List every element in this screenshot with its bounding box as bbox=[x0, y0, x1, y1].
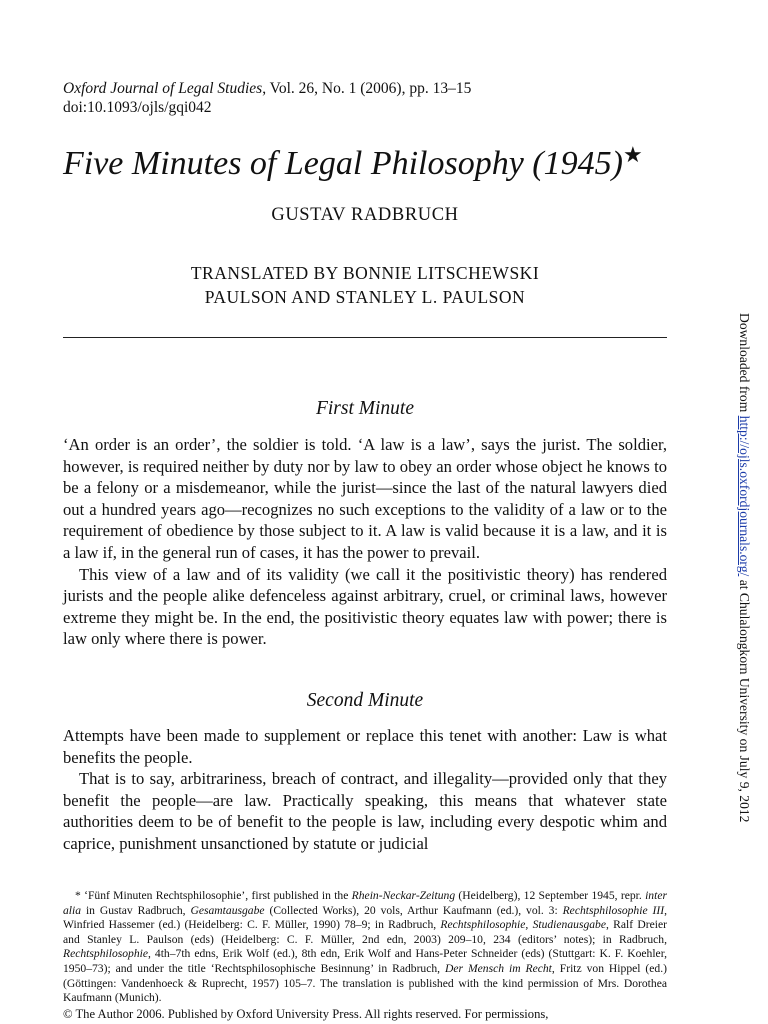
download-watermark bbox=[737, 313, 753, 823]
footnote-italic: Rhein-Neckar-Zeitung bbox=[351, 889, 456, 902]
footnote-segment: in Gustav Radbruch, bbox=[81, 903, 191, 917]
translator-line-1: TRANSLATED BY BONNIE LITSCHEWSKI bbox=[190, 263, 540, 283]
footnote bbox=[63, 889, 667, 1006]
footnote-marker: * bbox=[75, 889, 81, 902]
journal-citation bbox=[63, 79, 471, 117]
footnote-segment: , Ralf Dreier and Stanley L. Paulson (eds) (Heidelberg: C. F. Müller, 2nd edn, 2003) 209–10, 234 (editors’ notes); in Radbruch, bbox=[63, 918, 667, 946]
footnote-segment: (Collected Works), 20 vols, Arthur Kaufmann (ed.), vol. 3: bbox=[264, 903, 563, 917]
footnote-italic: Rechtsphilosophie bbox=[63, 947, 149, 961]
footnote-segment: (Heidelberg), 12 September 1945, repr. bbox=[455, 889, 646, 902]
star-footnote-marker[interactable]: ★ bbox=[622, 142, 643, 167]
footnote-segment: ‘Fünf Minuten Rechtsphilosophie’, first published in the bbox=[80, 889, 352, 902]
footnote-italic: Rechtsphilosophie, Studienausgabe bbox=[440, 918, 606, 932]
footnote-segment: , 4th–7th edns, Erik Wolf (ed.), 8th edn, Erik Wolf and Hans-Peter Schneider (eds) (Stuttgart: K. F. Koehler, 1950–73); and under the title ‘Rechtsphilosophische Besinnung’ in Radbruch, bbox=[63, 947, 667, 975]
journal-name: Oxford Journal of Legal Studies bbox=[63, 80, 263, 97]
section-heading-second-minute: Second Minute bbox=[306, 690, 424, 711]
title-divider bbox=[63, 337, 667, 338]
footnote-italic: Rechtsphilosophie III bbox=[562, 903, 665, 917]
volume-info: , Vol. 26, No. 1 (2006), pp. 13–15 bbox=[262, 80, 472, 97]
download-watermark-text bbox=[736, 313, 752, 822]
watermark-prefix: Downloaded from bbox=[737, 313, 752, 416]
article-title bbox=[63, 132, 703, 187]
section-body-first-minute bbox=[63, 434, 667, 650]
journal-link[interactable]: http://ojls.oxfordjournals.org/ bbox=[737, 415, 752, 577]
translator-credit bbox=[63, 261, 667, 309]
footnote-italic: Gesamtausgabe bbox=[190, 903, 265, 917]
doi: doi:10.1093/ojls/gqi042 bbox=[63, 99, 212, 116]
copyright-notice: © The Author 2006. Published by Oxford University Press. All rights reserved. For permissions, bbox=[63, 1007, 549, 1021]
paragraph: This view of a law and of its validity (we call it the positivistic theory) has rendered jurists and the people alike defenceless against arbitrary, cruel, or criminal laws, however extreme they might be. In the end, the positivistic theory equates law with power; there is law only where there is power. bbox=[63, 564, 667, 649]
citation-line bbox=[63, 79, 471, 98]
watermark-suffix: at Chulalongkorn University on July 9, 2012 bbox=[737, 576, 752, 823]
title-text: Five Minutes of Legal Philosophy (1945) bbox=[63, 145, 623, 182]
footnote-italic: inter alia bbox=[63, 889, 667, 917]
footnote-segment: , Fritz von Hippel (ed.) (Göttingen: Vandenhoeck & Ruprecht, 1957) 105–7. The translation is published with the kind permission of Mrs. Dorothea Kaufmann (Munich). bbox=[63, 961, 667, 1005]
translator-line-2: PAULSON AND STANLEY L. PAULSON bbox=[204, 287, 526, 307]
footnote-italic: Der Mensch im Recht bbox=[445, 961, 552, 975]
footnote-text bbox=[63, 889, 667, 1006]
paragraph: That is to say, arbitrariness, breach of contract, and illegality—provided only that they benefit the people—are law. Practically speaking, this means that whatever state authorities deem to be of benefit to the people is law, including every despotic whim and caprice, punishment unsanctioned by statute or judicial bbox=[63, 769, 667, 853]
section-body-second-minute bbox=[63, 725, 667, 855]
footnote-segment: , Winfried Hassemer (ed.) (Heidelberg: C. F. Müller, 1990) 78–9; in Radbruch, bbox=[63, 903, 667, 932]
paragraph: ‘An order is an order’, the soldier is told. ‘A law is a law’, says the jurist. The soldier, however, is required neither by duty nor by law to obey an order whose object he knows to be a felony or a misdemeanor, while the jurist—since the last of the natural lawyers died out a hundred years ago—recognizes no such exceptions to the validity of a law or to the requirement of obedience by those subject to it. A law is valid because it is a law, and it is a law if, in the general run of cases, it has the power to prevail. bbox=[63, 435, 667, 562]
author-name: GUSTAV RADBRUCH bbox=[271, 205, 459, 225]
paragraph: Attempts have been made to supplement or replace this tenet with another: Law is what benefits the people. bbox=[63, 726, 667, 767]
section-heading-first-minute: First Minute bbox=[315, 398, 415, 419]
